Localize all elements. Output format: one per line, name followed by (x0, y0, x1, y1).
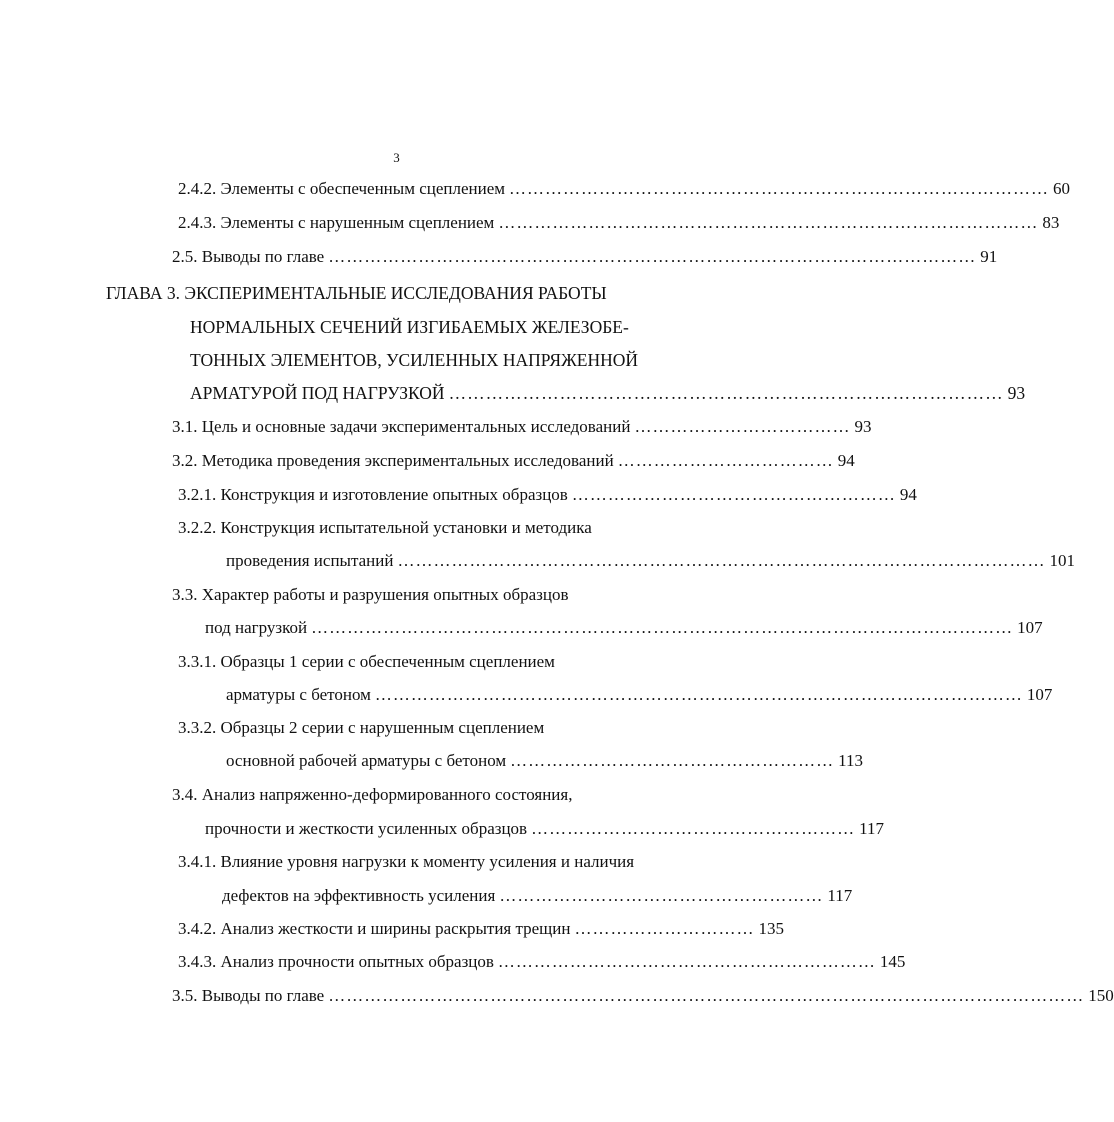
toc-entry-title: 2.5. Выводы по главе (172, 247, 325, 266)
toc-page-number: 94 (837, 451, 855, 470)
toc-entry-3-4-cont: прочности и жесткости усиленных образцов ……………………………………………… 117 (205, 819, 884, 838)
toc-page-number: 60 (1053, 179, 1071, 198)
toc-leader: ……………………………………………………………………………………………………… (311, 618, 1014, 637)
toc-entry-title: 3.3.2. Образцы 2 серии с нарушенным сцеплением (178, 718, 545, 737)
toc-page-number: 117 (827, 886, 853, 905)
toc-page-number: 113 (838, 751, 864, 770)
toc-leader: ……………………………………………… (499, 886, 824, 905)
toc-page-number: 93 (1007, 383, 1026, 403)
toc-entry-3-5[interactable] (172, 985, 1114, 1007)
toc-page-number: 94 (899, 485, 917, 504)
toc-leader: ……………………………… (634, 417, 851, 436)
toc-page-number: 91 (980, 247, 998, 266)
toc-leader: ……………………………………………………………………………………………… (328, 247, 977, 266)
toc-page-number: 93 (854, 417, 872, 436)
toc-entry-title: 3.4. Анализ напряженно-деформированного состояния, (172, 785, 573, 804)
toc-leader: ……………………………………………………… (497, 952, 876, 971)
chapter-3-heading-line-1[interactable]: ГЛАВА 3. ЭКСПЕРИМЕНТАЛЬНЫЕ ИССЛЕДОВАНИЯ РАБОТЫ (106, 283, 607, 303)
toc-leader: ……………………………………………………………………………………………… (374, 685, 1023, 704)
toc-page-number: 135 (758, 919, 784, 938)
toc-entry-3-4-1[interactable] (178, 851, 634, 873)
toc-leader: ……………………………………………………………………………… (448, 383, 1004, 403)
toc-leader: ………………………… (574, 919, 755, 938)
toc-entry-3-3-2-cont: основной рабочей арматуры с бетоном ……………………………………………… 113 (226, 751, 864, 770)
toc-entry-title: 3.4.2. Анализ жесткости и ширины раскрытия трещин (178, 919, 571, 938)
toc-entry-2-4-3[interactable] (178, 212, 1060, 234)
toc-page-number: 107 (1026, 685, 1053, 704)
chapter-3-heading-line-3: ТОННЫХ ЭЛЕМЕНТОВ, УСИЛЕННЫХ НАПРЯЖЕННОЙ (190, 350, 639, 370)
toc-entry-3-3[interactable] (172, 584, 569, 606)
toc-entry-title: 3.3.1. Образцы 1 серии с обеспеченным сцеплением (178, 652, 555, 671)
toc-leader: ……………………………………………………………………………………………………………… (328, 986, 1085, 1005)
toc-leader: ……………………………………………………………………………………………… (397, 551, 1046, 570)
toc-entry-3-4-2[interactable] (178, 918, 784, 940)
chapter-3-heading-line-2: НОРМАЛЬНЫХ СЕЧЕНИЙ ИЗГИБАЕМЫХ ЖЕЛЕЗОБЕ- (190, 317, 629, 337)
toc-entry-title: 3.5. Выводы по главе (172, 986, 325, 1005)
toc-entry-3-3-1[interactable] (178, 651, 555, 673)
toc-entry-2-5[interactable] (172, 246, 998, 268)
toc-page-number: 101 (1049, 551, 1075, 570)
page-number: 3 (393, 150, 400, 165)
chapter-3-heading-line-4: АРМАТУРОЙ ПОД НАГРУЗКОЙ ……………………………………………………………………………… 93 (190, 383, 1026, 403)
toc-leader: ……………………………………………… (510, 751, 835, 770)
toc-entry-3-4-3[interactable] (178, 951, 906, 973)
toc-entry-3-4-1-cont: дефектов на эффективность усиления ……………………………………………… 117 (222, 886, 853, 905)
toc-entry-title: 3.1. Цель и основные задачи экспериментальных исследований (172, 417, 631, 436)
toc-leader: ……………………………… (617, 451, 834, 470)
toc-leader: ……………………………………………… (531, 819, 856, 838)
toc-entry-title: 2.4.2. Элементы с обеспеченным сцеплением (178, 179, 506, 198)
toc-entry-title: 3.4.3. Анализ прочности опытных образцов (178, 952, 494, 971)
toc-entry-3-2-2-cont: проведения испытаний ……………………………………………………………………………………………… 101 (226, 551, 1075, 570)
toc-entry-title: 3.3. Характер работы и разрушения опытных образцов (172, 585, 569, 604)
toc-entry-3-2-2[interactable] (178, 517, 592, 539)
toc-page-number: 150 (1088, 986, 1114, 1005)
toc-page-number: 107 (1017, 618, 1043, 637)
toc-entry-3-1[interactable] (172, 416, 872, 438)
toc-entry-3-3-2[interactable] (178, 717, 544, 739)
toc-leader: ……………………………………………………………………………… (498, 213, 1039, 232)
toc-entry-3-3-1-cont: арматуры с бетоном ……………………………………………………………………………………………… 107 (226, 685, 1053, 704)
toc-entry-2-4-2[interactable] (178, 178, 1071, 200)
toc-entry-3-3-cont: под нагрузкой ……………………………………………………………………………………………………… 107 (205, 618, 1043, 637)
toc-page-number: 117 (859, 819, 884, 838)
toc-entry-title: 2.4.3. Элементы с нарушенным сцеплением (178, 213, 495, 232)
toc-entry-title: 3.2.1. Конструкция и изготовление опытных образцов (178, 485, 568, 504)
toc-page-number: 83 (1042, 213, 1060, 232)
toc-entry-title: 3.4.1. Влияние уровня нагрузки к моменту усиления и наличия (178, 852, 635, 871)
toc-entry-3-2[interactable] (172, 450, 855, 472)
toc-entry-3-4[interactable] (172, 784, 572, 806)
toc-page-number: 145 (879, 952, 906, 971)
toc-leader: ……………………………………………………………………………… (509, 179, 1050, 198)
toc-entry-title: 3.2.2. Конструкция испытательной установки и методика (178, 518, 592, 537)
toc-leader: ……………………………………………… (571, 485, 896, 504)
toc-entry-3-2-1[interactable] (178, 484, 917, 506)
toc-entry-title: 3.2. Методика проведения экспериментальных исследований (172, 451, 614, 470)
